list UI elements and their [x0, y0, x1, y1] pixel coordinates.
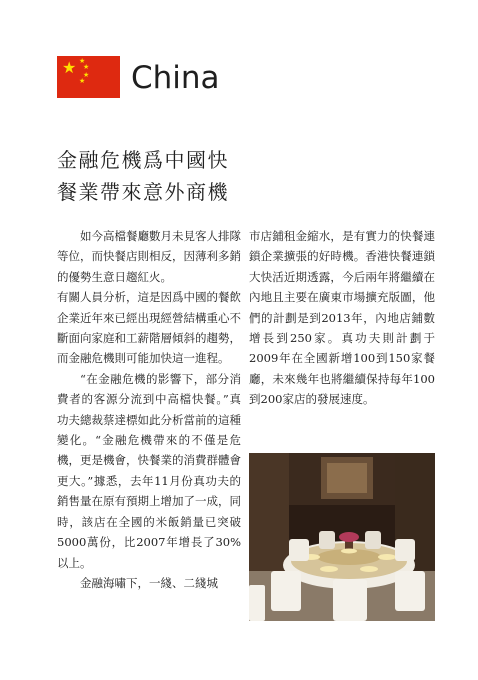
body-paragraph: 金融海嘯下，一綫、二綫城 — [80, 575, 218, 590]
flag-large-star-icon: ★ — [62, 58, 77, 77]
body-column-right — [249, 226, 435, 410]
restaurant-illustration — [249, 453, 435, 621]
flag-small-star-icon: ★ — [79, 57, 86, 65]
headline-line-1: 金融危機爲中國快 — [57, 148, 229, 172]
article-headline — [57, 144, 307, 208]
china-flag-icon — [57, 56, 120, 98]
headline-line-2: 餐業帶來意外商機 — [57, 180, 229, 204]
body-column-left — [57, 226, 241, 593]
body-paragraph: 有關人員分析，這是因爲中國的餐飲企業近年來已經出現經營結構重心不斷面向家庭和工薪階層傾斜的趨勢，而金融危機則可能加快這一進程。 — [57, 290, 241, 366]
country-label: China — [131, 60, 220, 96]
body-paragraph: 市店鋪租金縮水，是有實力的快餐連鎖企業擴張的好時機。香港快餐連鎖大快活近期透露，今后兩年將繼續在內地且主要在廣東市場擴充版圖，他們的計劃是到2013年，內地店鋪數增長到250家。真功夫則計劃于2009年在全國新增100到150家餐廳，未來幾年也將繼續保持每年100到200家店的發展速度。 — [249, 229, 435, 407]
body-paragraph: “在金融危機的影響下，部分消費者的客源分流到中高檔快餐。”真功夫總裁蔡達標如此分析當前的這種變化。“金融危機帶來的不僅是危機，更是機會，快餐業的消費群體會更大。”據悉，去年11月份真功夫的銷售量在原有預期上增加了一成，同時，該店在全國的米飯銷量已突破5000萬份，比2007年增長了30%以上。 — [57, 371, 241, 570]
body-paragraph: 如今高檔餐廳數月未見客人排隊等位，而快餐店則相反，因薄利多銷的優勢生意日趨紅火。 — [57, 229, 241, 284]
restaurant-photo — [249, 453, 435, 621]
flag-small-star-icon: ★ — [83, 63, 90, 71]
flag-small-star-icon: ★ — [79, 77, 86, 85]
flag-small-star-icon: ★ — [83, 71, 90, 79]
